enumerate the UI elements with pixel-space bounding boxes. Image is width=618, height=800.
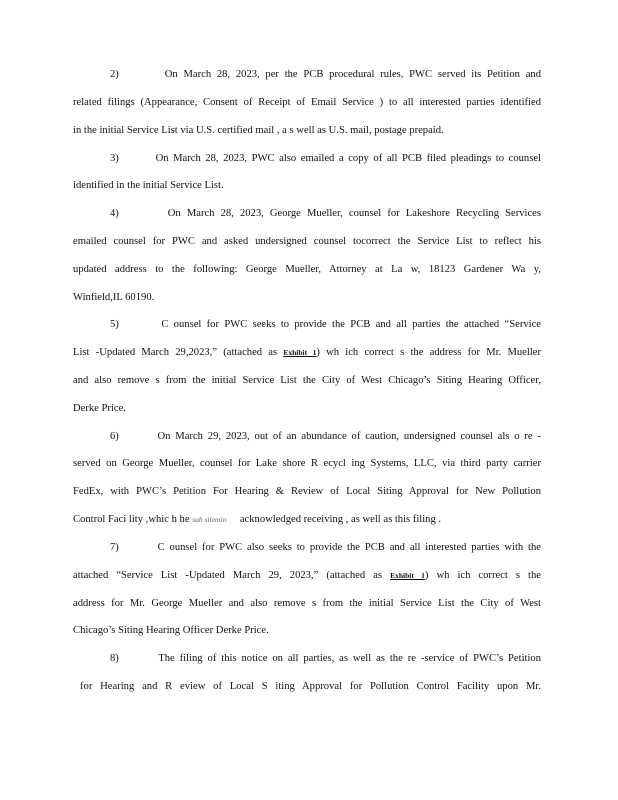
latin-phrase: sub silentio — [192, 515, 227, 524]
paragraph-4-line-1: 4) On March 28, 2023, George Mueller, counsel for Lakeshore Recycling Services — [110, 208, 542, 219]
paragraph-8-line-2: for Hearing and R eview of Local S iting Approval for Pollution Control Facility upon Mr. — [80, 681, 541, 692]
paragraph-number: 5) — [110, 319, 119, 330]
paragraph-number: 3) — [110, 153, 119, 164]
paragraph-2-line-3: in the initial Service List via U.S. certified mail , a s well as U.S. mail, postage prepaid. — [73, 125, 444, 136]
paragraph-number: 2) — [110, 69, 119, 80]
paragraph-6-line-3: FedEx, with PWC’s Petition For Hearing & Review of Local Siting Approval for New Pollution — [73, 486, 541, 497]
paragraph-6-line-1: 6) On March 29, 2023, out of an abundance of caution, undersigned counsel als o re - — [110, 431, 541, 442]
paragraph-4-line-2: emailed counsel for PWC and asked undersigned counsel tocorrect the Service List to reflect his — [73, 236, 541, 247]
paragraph-4-line-3: updated address to the following: George Mueller, Attorney at La w, 18123 Gardener Wa y, — [73, 264, 541, 275]
paragraph-4-line-4: Winfield,IL 60190. — [73, 292, 155, 303]
paragraph-2-line-2: related filings (Appearance, Consent of Receipt of Email Service ) to all interested parties identified — [73, 97, 541, 108]
paragraph-number: 8) — [110, 653, 119, 664]
paragraph-3-line-2: identified in the initial Service List. — [73, 180, 224, 191]
paragraph-number: 6) — [110, 431, 119, 442]
exhibit-reference: Exhibit 1 — [390, 571, 425, 580]
paragraph-7-line-4: Chicago’s Siting Hearing Officer Derke Price. — [73, 625, 269, 636]
paragraph-number: 4) — [110, 208, 119, 219]
paragraph-7-line-1: 7) C ounsel for PWC also seeks to provide the PCB and all interested parties with the — [110, 542, 542, 553]
paragraph-5-line-4: Derke Price. — [73, 403, 126, 414]
paragraph-2-line-1: 2) On March 28, 2023, per the PCB procedural rules, PWC served its Petition and — [110, 69, 542, 80]
paragraph-6-line-2: served on George Mueller, counsel for Lake shore R ecycl ing Systems, LLC, via third party carrier — [73, 458, 541, 469]
paragraph-5-line-2: List -Updated March 29,2023,” (attached as Exhibit 1) wh ich correct s the address for Mr. Mueller — [73, 347, 541, 358]
paragraph-number: 7) — [110, 542, 119, 553]
paragraph-5-line-1: 5) C ounsel for PWC seeks to provide the PCB and all parties the attached “Service — [110, 319, 542, 330]
paragraph-7-line-2: attached “Service List -Updated March 29, 2023,” (attached as Exhibit 1) wh ich correct s the — [73, 570, 541, 581]
paragraph-6-line-4: Control Faci lity ,whic h he sub silentio acknowledged receiving , as well as this filing . — [73, 514, 442, 525]
paragraph-5-line-3: and also remove s from the initial Service List the City of West Chicago’s Siting Hearing Officer, — [73, 375, 541, 386]
exhibit-reference: Exhibit 1 — [283, 348, 317, 357]
paragraph-8-line-1: 8) The filing of this notice on all parties, as well as the re -service of PWC’s Petition — [110, 653, 541, 664]
paragraph-3-line-1: 3) On March 28, 2023, PWC also emailed a copy of all PCB filed pleadings to counsel — [110, 153, 541, 164]
paragraph-7-line-3: address for Mr. George Mueller and also remove s from the initial Service List the City of West — [73, 598, 541, 609]
